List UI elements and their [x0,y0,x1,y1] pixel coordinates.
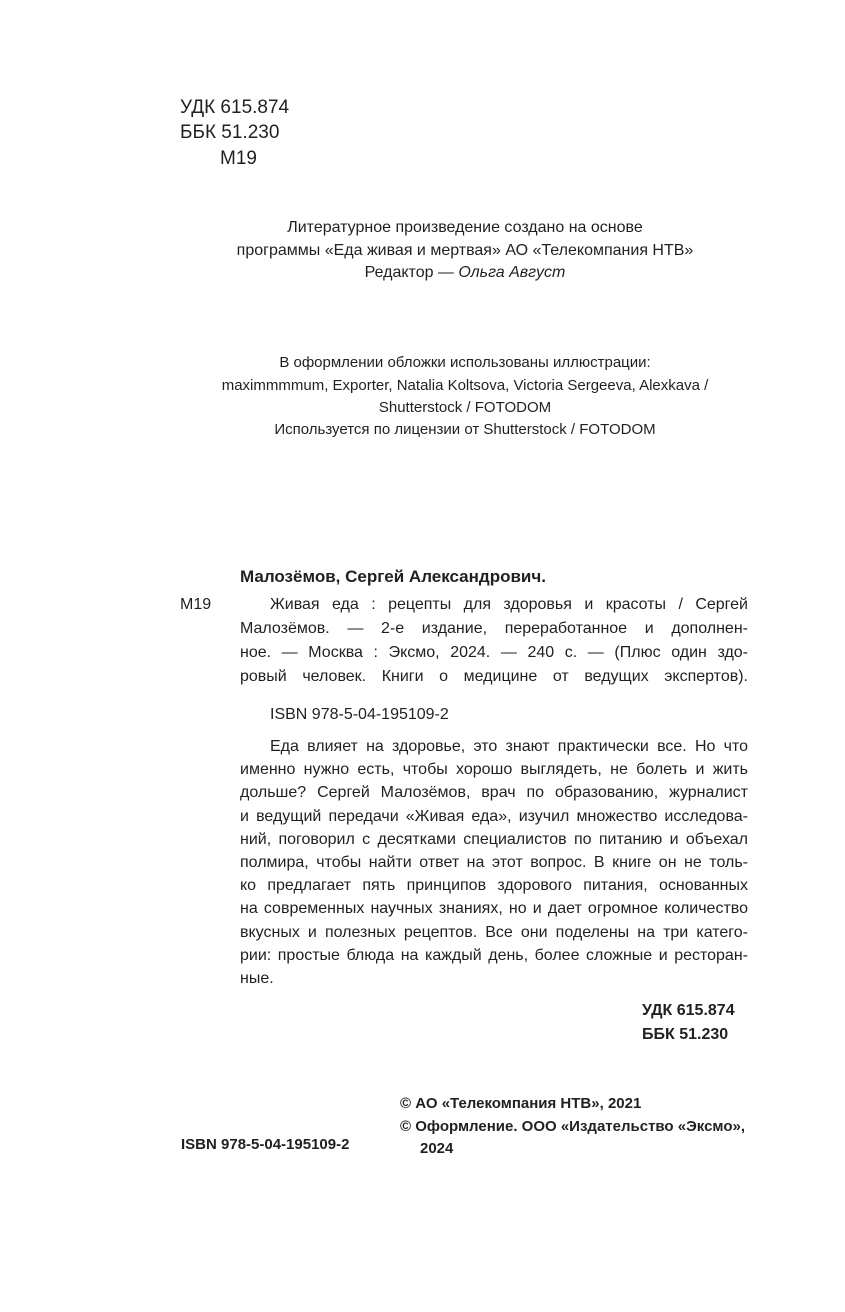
illustration-line: Используется по лицензии от Shutterstock / FOTODOM [274,421,656,438]
bbk-code-bold: ББК 51.230 [642,1026,729,1043]
credits-line: программы «Еда живая и мертвая» АО «Телекомпания НТВ» [236,242,694,259]
copyright-line: 2024 [420,1140,454,1157]
record-line: Живая еда : рецепты для здоровья и красоты / Сергей [270,596,748,613]
udk-code-bold: УДК 615.874 [642,1002,735,1019]
credits-line: Литературное произведение создано на основе [287,219,643,236]
abstract-line: Еда влияет на здоровье, это знают практически все. Но что [270,738,748,755]
record-author: Малозёмов, Сергей Александрович. [240,567,546,586]
abstract-line: ные. [240,970,274,987]
abstract-line: вкусных и полезных рецептов. Все они поделены на три катего- [240,923,748,941]
copyright-line: © АО «Телекомпания НТВ», 2021 [400,1095,642,1112]
abstract-line: именно нужно есть, чтобы хорошо выглядеть, не болеть и жить [240,761,748,779]
record-line: Малозёмов. — 2-е издание, переработанное и дополнен- [240,620,748,637]
abstract-line: полмира, чтобы найти ответ на этот вопрос. В книге он не толь- [240,854,748,871]
bbk-code: ББК 51.230 [180,122,280,143]
abstract-line: рии: простые блюда на каждый день, более сложные и ресторан- [240,946,748,964]
abstract-line: дольше? Сергей Малозёмов, врач по образованию, журналист [240,784,748,802]
record-line: ное. — Москва : Эксмо, 2024. — 240 с. — (Плюс один здо- [240,644,748,661]
editor-label: Редактор — [364,264,459,281]
illustration-line: Shutterstock / FOTODOM [378,399,552,416]
illustration-line: maximmmmum, Exporter, Natalia Koltsova, Victoria Sergeeva, Alexkava / [221,377,709,394]
abstract-line: и ведущий передачи «Живая еда», изучил множество исследова- [240,807,748,825]
record-code: М19 [180,596,212,613]
abstract-line: на современных научных знаниях, но и дает огромное количество [240,900,748,918]
editor-line [0,263,845,283]
abstract-line: ко предлагает пять принципов здорового питания, основанных [240,877,748,895]
record-line: ровый человек. Книги о медицине от ведущих экспертов). [240,668,748,685]
record-isbn: ISBN 978-5-04-195109-2 [270,706,449,723]
abstract-line: ний, поговорил с десятками специалистов по питанию и объехал [240,830,748,848]
illustration-line: В оформлении обложки использованы иллюстрации: [279,354,651,371]
author-mark: М19 [220,148,257,169]
udk-code: УДК 615.874 [180,97,290,118]
footer-isbn: ISBN 978-5-04-195109-2 [181,1136,350,1153]
editor-name: Ольга Август [458,264,566,281]
copyright-line: © Оформление. ООО «Издательство «Эксмо», [400,1118,745,1135]
